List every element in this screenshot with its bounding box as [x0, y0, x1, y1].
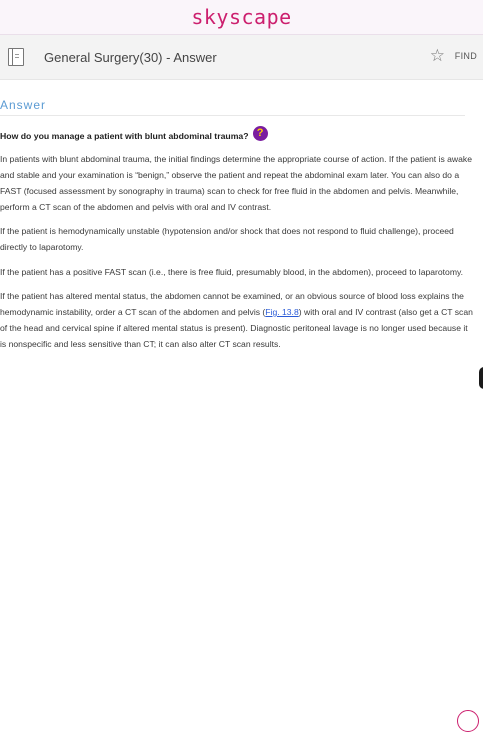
article-content	[0, 98, 483, 352]
question-badge-icon[interactable]: ?	[253, 126, 268, 141]
question-heading	[0, 130, 483, 141]
paragraph-4-text-end: ) with oral and IV contrast (also get a CT scan of the head and cervical spine if altered mental status is present). Diagnostic peritoneal lavage is no longer used because it is nonspecific and less sensitive than CT; it can also alter CT scan results.	[0, 307, 473, 349]
star-outline-icon[interactable]: ☆	[430, 47, 445, 64]
answer-paragraph-4	[0, 288, 476, 352]
scroll-handle[interactable]	[479, 367, 483, 389]
title-bar	[0, 35, 483, 80]
figure-link[interactable]: Fig. 13.8	[265, 307, 298, 317]
page-title: General Surgery(30) - Answer	[44, 50, 217, 65]
answer-paragraph-3: If the patient has a positive FAST scan (i.e., there is free fluid, presumably blood, in the abdomen), proceed to laparotomy.	[0, 264, 476, 280]
brand-logo: skyscape	[191, 5, 291, 29]
floating-action-icon[interactable]	[457, 710, 479, 732]
app-header	[0, 0, 483, 35]
book-icon[interactable]	[8, 48, 24, 66]
find-button[interactable]: FIND	[455, 51, 477, 61]
answer-paragraph-2: If the patient is hemodynamically unstable (hypotension and/or shock that does not respond to fluid challenge), proceed directly to laparotomy.	[0, 223, 476, 255]
answer-paragraph-1: In patients with blunt abdominal trauma, the initial findings determine the appropriate course of action. If the patient is awake and stable and your examination is “benign,” observe the patient and repeat the abdominal exam later. You can also do a FAST (focused assessment by sonography in trauma) scan to check for free fluid in the abdomen and pelvis. Meanwhile, perform a CT scan of the abdomen and pelvis with oral and IV contrast.	[0, 151, 476, 215]
question-text: How do you manage a patient with blunt abdominal trauma?	[0, 131, 249, 141]
paragraph-4-text-start: If the patient has altered mental status, the abdomen cannot be examined, or an obvious source of blood loss explains the hemodynamic instability, order a CT scan of the abdomen and pelvis (	[0, 291, 464, 317]
section-heading: Answer	[0, 98, 465, 116]
